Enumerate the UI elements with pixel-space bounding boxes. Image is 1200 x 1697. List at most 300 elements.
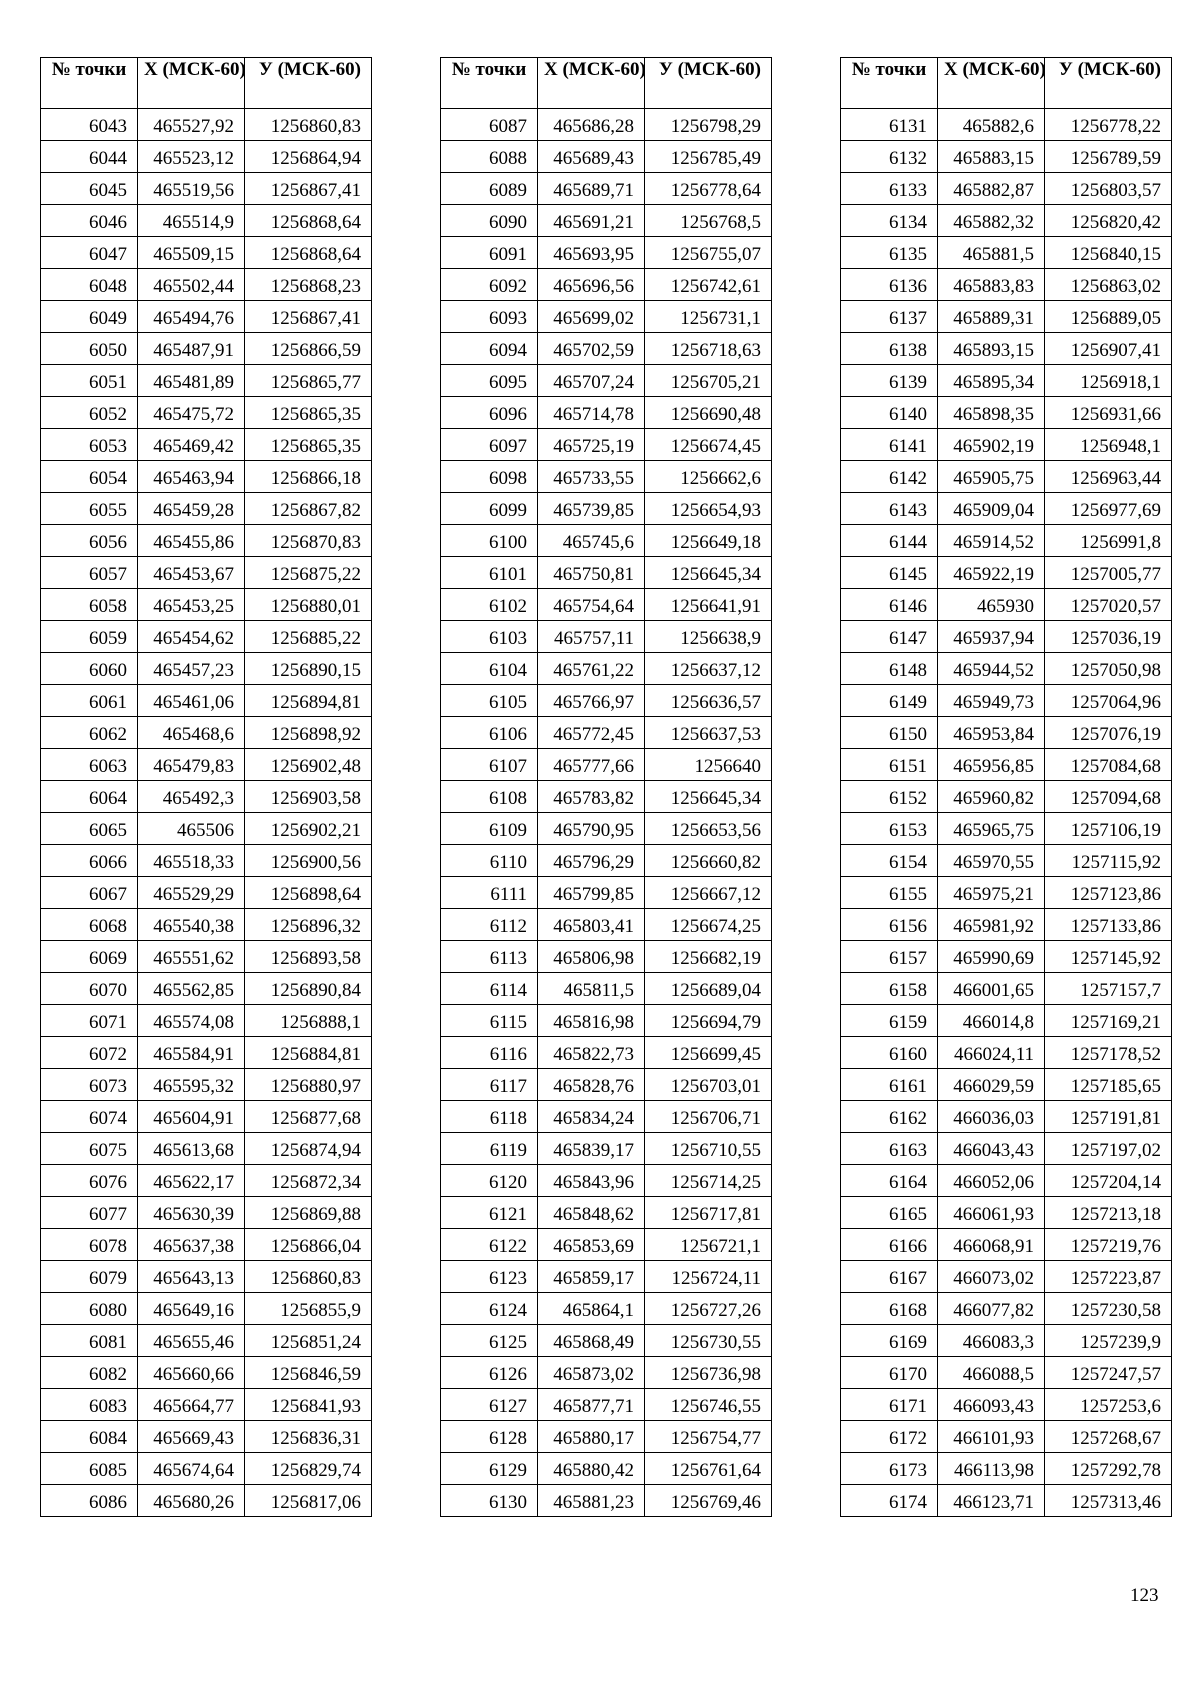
table-row: [441, 301, 772, 333]
x-coordinate-cell: 465937,94: [938, 621, 1045, 653]
table-row: [441, 717, 772, 749]
y-coordinate-cell: 1257191,81: [1045, 1101, 1172, 1133]
table-row: [41, 1101, 372, 1133]
point-number-cell: 6044: [41, 141, 138, 173]
table-row: [441, 589, 772, 621]
x-coordinate-cell: 466077,82: [938, 1293, 1045, 1325]
point-number-cell: 6085: [41, 1453, 138, 1485]
point-number-cell: 6086: [41, 1485, 138, 1517]
y-coordinate-cell: 1256866,59: [245, 333, 372, 365]
x-coordinate-cell: 465975,21: [938, 877, 1045, 909]
y-coordinate-cell: 1256851,24: [245, 1325, 372, 1357]
point-number-cell: 6065: [41, 813, 138, 845]
point-number-cell: 6169: [841, 1325, 938, 1357]
point-number-cell: 6137: [841, 301, 938, 333]
table-row: [841, 1357, 1172, 1389]
header-y-coordinate: У (МСК-60): [1045, 58, 1172, 109]
x-coordinate-cell: 465790,95: [538, 813, 645, 845]
y-coordinate-cell: 1257106,19: [1045, 813, 1172, 845]
point-number-cell: 6162: [841, 1101, 938, 1133]
point-number-cell: 6057: [41, 557, 138, 589]
y-coordinate-cell: 1256778,22: [1045, 109, 1172, 141]
x-coordinate-cell: 465479,83: [138, 749, 245, 781]
point-number-cell: 6106: [441, 717, 538, 749]
table-row: [841, 941, 1172, 973]
point-number-cell: 6130: [441, 1485, 538, 1517]
x-coordinate-cell: 465848,62: [538, 1197, 645, 1229]
y-coordinate-cell: 1256894,81: [245, 685, 372, 717]
point-number-cell: 6089: [441, 173, 538, 205]
table-row: [41, 365, 372, 397]
x-coordinate-cell: 465893,15: [938, 333, 1045, 365]
table-row: [841, 909, 1172, 941]
x-coordinate-cell: 466036,03: [938, 1101, 1045, 1133]
x-coordinate-cell: 465707,24: [538, 365, 645, 397]
x-coordinate-cell: 465702,59: [538, 333, 645, 365]
table-row: [41, 397, 372, 429]
point-number-cell: 6052: [41, 397, 138, 429]
x-coordinate-cell: 465481,89: [138, 365, 245, 397]
table-row: [441, 1389, 772, 1421]
table-row: [41, 205, 372, 237]
point-number-cell: 6149: [841, 685, 938, 717]
x-coordinate-cell: 465889,31: [938, 301, 1045, 333]
x-coordinate-cell: 465949,73: [938, 685, 1045, 717]
point-number-cell: 6058: [41, 589, 138, 621]
table-row: [441, 1421, 772, 1453]
x-coordinate-cell: 465883,83: [938, 269, 1045, 301]
header-y-coordinate: У (МСК-60): [645, 58, 772, 109]
y-coordinate-cell: 1256874,94: [245, 1133, 372, 1165]
y-coordinate-cell: 1256742,61: [645, 269, 772, 301]
table-row: [41, 1325, 372, 1357]
table-row: [41, 781, 372, 813]
y-coordinate-cell: 1257230,58: [1045, 1293, 1172, 1325]
point-number-cell: 6138: [841, 333, 938, 365]
table-row: [841, 1293, 1172, 1325]
y-coordinate-cell: 1257313,46: [1045, 1485, 1172, 1517]
x-coordinate-cell: 465909,04: [938, 493, 1045, 525]
point-number-cell: 6062: [41, 717, 138, 749]
point-number-cell: 6166: [841, 1229, 938, 1261]
y-coordinate-cell: 1257115,92: [1045, 845, 1172, 877]
x-coordinate-cell: 465527,92: [138, 109, 245, 141]
x-coordinate-cell: 465882,32: [938, 205, 1045, 237]
point-number-cell: 6111: [441, 877, 538, 909]
point-number-cell: 6100: [441, 525, 538, 557]
y-coordinate-cell: 1256889,05: [1045, 301, 1172, 333]
point-number-cell: 6174: [841, 1485, 938, 1517]
y-coordinate-cell: 1256714,25: [645, 1165, 772, 1197]
x-coordinate-cell: 465880,42: [538, 1453, 645, 1485]
y-coordinate-cell: 1256761,64: [645, 1453, 772, 1485]
y-coordinate-cell: 1256963,44: [1045, 461, 1172, 493]
point-number-cell: 6061: [41, 685, 138, 717]
y-coordinate-cell: 1256817,06: [245, 1485, 372, 1517]
x-coordinate-cell: 465816,98: [538, 1005, 645, 1037]
table-row: [841, 845, 1172, 877]
point-number-cell: 6088: [441, 141, 538, 173]
table-row: [841, 1453, 1172, 1485]
table-row: [41, 1261, 372, 1293]
x-coordinate-cell: 465519,56: [138, 173, 245, 205]
x-coordinate-cell: 465689,71: [538, 173, 645, 205]
y-coordinate-cell: 1257204,14: [1045, 1165, 1172, 1197]
point-number-cell: 6173: [841, 1453, 938, 1485]
table-row: [841, 1069, 1172, 1101]
point-number-cell: 6108: [441, 781, 538, 813]
table-row: [841, 525, 1172, 557]
point-number-cell: 6129: [441, 1453, 538, 1485]
table-row: [441, 845, 772, 877]
y-coordinate-cell: 1256637,53: [645, 717, 772, 749]
y-coordinate-cell: 1257247,57: [1045, 1357, 1172, 1389]
table-row: [41, 173, 372, 205]
point-number-cell: 6115: [441, 1005, 538, 1037]
table-row: [41, 269, 372, 301]
x-coordinate-cell: 465859,17: [538, 1261, 645, 1293]
x-coordinate-cell: 465881,23: [538, 1485, 645, 1517]
y-coordinate-cell: 1256638,9: [645, 621, 772, 653]
table-row: [441, 941, 772, 973]
x-coordinate-cell: 465930: [938, 589, 1045, 621]
table-row: [441, 1357, 772, 1389]
y-coordinate-cell: 1257169,21: [1045, 1005, 1172, 1037]
table-row: [441, 1197, 772, 1229]
table-row: [841, 717, 1172, 749]
point-number-cell: 6047: [41, 237, 138, 269]
point-number-cell: 6095: [441, 365, 538, 397]
table-row: [441, 1453, 772, 1485]
point-number-cell: 6164: [841, 1165, 938, 1197]
y-coordinate-cell: 1256706,71: [645, 1101, 772, 1133]
point-number-cell: 6128: [441, 1421, 538, 1453]
x-coordinate-cell: 465881,5: [938, 237, 1045, 269]
table-row: [41, 237, 372, 269]
x-coordinate-cell: 465796,29: [538, 845, 645, 877]
y-coordinate-cell: 1256690,48: [645, 397, 772, 429]
x-coordinate-cell: 465898,35: [938, 397, 1045, 429]
table-row: [441, 813, 772, 845]
x-coordinate-cell: 465574,08: [138, 1005, 245, 1037]
coordinates-table-3: [840, 57, 1172, 1517]
point-number-cell: 6092: [441, 269, 538, 301]
y-coordinate-cell: 1256865,77: [245, 365, 372, 397]
point-number-cell: 6084: [41, 1421, 138, 1453]
point-number-cell: 6069: [41, 941, 138, 973]
y-coordinate-cell: 1256768,5: [645, 205, 772, 237]
point-number-cell: 6049: [41, 301, 138, 333]
x-coordinate-cell: 465880,17: [538, 1421, 645, 1453]
point-number-cell: 6070: [41, 973, 138, 1005]
y-coordinate-cell: 1256902,48: [245, 749, 372, 781]
table-row: [841, 1005, 1172, 1037]
x-coordinate-cell: 465834,24: [538, 1101, 645, 1133]
x-coordinate-cell: 465981,92: [938, 909, 1045, 941]
table-row: [841, 365, 1172, 397]
x-coordinate-cell: 465803,41: [538, 909, 645, 941]
table-row: [841, 749, 1172, 781]
x-coordinate-cell: 466029,59: [938, 1069, 1045, 1101]
y-coordinate-cell: 1256718,63: [645, 333, 772, 365]
header-point-number: № точки: [841, 58, 938, 109]
table-row: [841, 461, 1172, 493]
x-coordinate-cell: 465669,43: [138, 1421, 245, 1453]
table-row: [41, 1005, 372, 1037]
table-row: [841, 1101, 1172, 1133]
table-row: [841, 237, 1172, 269]
table-row: [41, 621, 372, 653]
x-coordinate-cell: 465895,34: [938, 365, 1045, 397]
point-number-cell: 6143: [841, 493, 938, 525]
point-number-cell: 6151: [841, 749, 938, 781]
x-coordinate-cell: 465523,12: [138, 141, 245, 173]
point-number-cell: 6117: [441, 1069, 538, 1101]
table-row: [441, 973, 772, 1005]
x-coordinate-cell: 465806,98: [538, 941, 645, 973]
table-row: [841, 301, 1172, 333]
y-coordinate-cell: 1256705,21: [645, 365, 772, 397]
point-number-cell: 6124: [441, 1293, 538, 1325]
point-number-cell: 6109: [441, 813, 538, 845]
x-coordinate-cell: 466024,11: [938, 1037, 1045, 1069]
x-coordinate-cell: 466001,65: [938, 973, 1045, 1005]
point-number-cell: 6127: [441, 1389, 538, 1421]
y-coordinate-cell: 1257268,67: [1045, 1421, 1172, 1453]
point-number-cell: 6067: [41, 877, 138, 909]
table-row: [41, 1485, 372, 1517]
y-coordinate-cell: 1256730,55: [645, 1325, 772, 1357]
x-coordinate-cell: 466083,3: [938, 1325, 1045, 1357]
y-coordinate-cell: 1256674,45: [645, 429, 772, 461]
point-number-cell: 6072: [41, 1037, 138, 1069]
x-coordinate-cell: 465822,73: [538, 1037, 645, 1069]
x-coordinate-cell: 465509,15: [138, 237, 245, 269]
x-coordinate-cell: 466068,91: [938, 1229, 1045, 1261]
x-coordinate-cell: 465843,96: [538, 1165, 645, 1197]
x-coordinate-cell: 465864,1: [538, 1293, 645, 1325]
point-number-cell: 6054: [41, 461, 138, 493]
x-coordinate-cell: 465649,16: [138, 1293, 245, 1325]
y-coordinate-cell: 1256898,64: [245, 877, 372, 909]
y-coordinate-cell: 1256674,25: [645, 909, 772, 941]
y-coordinate-cell: 1256893,58: [245, 941, 372, 973]
y-coordinate-cell: 1256896,32: [245, 909, 372, 941]
x-coordinate-cell: 465468,6: [138, 717, 245, 749]
point-number-cell: 6160: [841, 1037, 938, 1069]
table-row: [841, 1133, 1172, 1165]
x-coordinate-cell: 465637,38: [138, 1229, 245, 1261]
point-number-cell: 6150: [841, 717, 938, 749]
y-coordinate-cell: 1256884,81: [245, 1037, 372, 1069]
y-coordinate-cell: 1256660,82: [645, 845, 772, 877]
y-coordinate-cell: 1257145,92: [1045, 941, 1172, 973]
point-number-cell: 6066: [41, 845, 138, 877]
x-coordinate-cell: 465459,28: [138, 493, 245, 525]
point-number-cell: 6097: [441, 429, 538, 461]
y-coordinate-cell: 1256890,15: [245, 653, 372, 685]
y-coordinate-cell: 1256755,07: [645, 237, 772, 269]
point-number-cell: 6114: [441, 973, 538, 1005]
table-row: [41, 1037, 372, 1069]
x-coordinate-cell: 466123,71: [938, 1485, 1045, 1517]
point-number-cell: 6158: [841, 973, 938, 1005]
point-number-cell: 6141: [841, 429, 938, 461]
point-number-cell: 6071: [41, 1005, 138, 1037]
y-coordinate-cell: 1256877,68: [245, 1101, 372, 1133]
table-row: [441, 525, 772, 557]
table-row: [441, 333, 772, 365]
x-coordinate-cell: 465882,6: [938, 109, 1045, 141]
point-number-cell: 6101: [441, 557, 538, 589]
y-coordinate-cell: 1256868,23: [245, 269, 372, 301]
point-number-cell: 6148: [841, 653, 938, 685]
y-coordinate-cell: 1257292,78: [1045, 1453, 1172, 1485]
header-point-number: № точки: [441, 58, 538, 109]
table-row: [441, 1133, 772, 1165]
x-coordinate-cell: 465944,52: [938, 653, 1045, 685]
point-number-cell: 6078: [41, 1229, 138, 1261]
point-number-cell: 6077: [41, 1197, 138, 1229]
point-number-cell: 6112: [441, 909, 538, 941]
point-number-cell: 6043: [41, 109, 138, 141]
table-row: [41, 1229, 372, 1261]
point-number-cell: 6122: [441, 1229, 538, 1261]
point-number-cell: 6132: [841, 141, 938, 173]
point-number-cell: 6134: [841, 205, 938, 237]
y-coordinate-cell: 1256875,22: [245, 557, 372, 589]
table-row: [841, 877, 1172, 909]
y-coordinate-cell: 1256890,84: [245, 973, 372, 1005]
y-coordinate-cell: 1257094,68: [1045, 781, 1172, 813]
x-coordinate-cell: 465540,38: [138, 909, 245, 941]
y-coordinate-cell: 1256903,58: [245, 781, 372, 813]
table-row: [441, 1261, 772, 1293]
point-number-cell: 6096: [441, 397, 538, 429]
point-number-cell: 6172: [841, 1421, 938, 1453]
point-number-cell: 6139: [841, 365, 938, 397]
x-coordinate-cell: 465494,76: [138, 301, 245, 333]
x-coordinate-cell: 465613,68: [138, 1133, 245, 1165]
point-number-cell: 6142: [841, 461, 938, 493]
table-row: [841, 1485, 1172, 1517]
table-row: [841, 1421, 1172, 1453]
y-coordinate-cell: 1256864,94: [245, 141, 372, 173]
x-coordinate-cell: 465799,85: [538, 877, 645, 909]
table-row: [841, 589, 1172, 621]
table-row: [41, 525, 372, 557]
x-coordinate-cell: 465674,64: [138, 1453, 245, 1485]
x-coordinate-cell: 465882,87: [938, 173, 1045, 205]
table-row: [441, 1229, 772, 1261]
table-row: [41, 1165, 372, 1197]
point-number-cell: 6068: [41, 909, 138, 941]
y-coordinate-cell: 1256866,04: [245, 1229, 372, 1261]
y-coordinate-cell: 1256724,11: [645, 1261, 772, 1293]
y-coordinate-cell: 1256778,64: [645, 173, 772, 205]
y-coordinate-cell: 1257219,76: [1045, 1229, 1172, 1261]
table-row: [41, 301, 372, 333]
table-row: [41, 1197, 372, 1229]
table-row: [841, 269, 1172, 301]
point-number-cell: 6059: [41, 621, 138, 653]
x-coordinate-cell: 466093,43: [938, 1389, 1045, 1421]
x-coordinate-cell: 465689,43: [538, 141, 645, 173]
x-coordinate-cell: 465761,22: [538, 653, 645, 685]
y-coordinate-cell: 1256636,57: [645, 685, 772, 717]
point-number-cell: 6060: [41, 653, 138, 685]
table-row: [441, 1005, 772, 1037]
point-number-cell: 6113: [441, 941, 538, 973]
point-number-cell: 6146: [841, 589, 938, 621]
y-coordinate-cell: 1257223,87: [1045, 1261, 1172, 1293]
y-coordinate-cell: 1256682,19: [645, 941, 772, 973]
y-coordinate-cell: 1256727,26: [645, 1293, 772, 1325]
x-coordinate-cell: 465777,66: [538, 749, 645, 781]
y-coordinate-cell: 1257133,86: [1045, 909, 1172, 941]
y-coordinate-cell: 1256860,83: [245, 109, 372, 141]
y-coordinate-cell: 1256662,6: [645, 461, 772, 493]
table-row: [441, 909, 772, 941]
x-coordinate-cell: 465783,82: [538, 781, 645, 813]
x-coordinate-cell: 465739,85: [538, 493, 645, 525]
y-coordinate-cell: 1256820,42: [1045, 205, 1172, 237]
point-number-cell: 6131: [841, 109, 938, 141]
point-number-cell: 6165: [841, 1197, 938, 1229]
x-coordinate-cell: 465463,94: [138, 461, 245, 493]
table-row: [41, 973, 372, 1005]
y-coordinate-cell: 1257253,6: [1045, 1389, 1172, 1421]
y-coordinate-cell: 1257005,77: [1045, 557, 1172, 589]
y-coordinate-cell: 1256869,88: [245, 1197, 372, 1229]
x-coordinate-cell: 465914,52: [938, 525, 1045, 557]
point-number-cell: 6119: [441, 1133, 538, 1165]
table-row: [41, 749, 372, 781]
point-number-cell: 6048: [41, 269, 138, 301]
x-coordinate-cell: 465922,19: [938, 557, 1045, 589]
table-row: [41, 877, 372, 909]
y-coordinate-cell: 1257123,86: [1045, 877, 1172, 909]
x-coordinate-cell: 465750,81: [538, 557, 645, 589]
x-coordinate-cell: 465696,56: [538, 269, 645, 301]
table-row: [841, 429, 1172, 461]
x-coordinate-cell: 465953,84: [938, 717, 1045, 749]
table-row: [841, 1037, 1172, 1069]
y-coordinate-cell: 1256867,41: [245, 173, 372, 205]
x-coordinate-cell: 465680,26: [138, 1485, 245, 1517]
y-coordinate-cell: 1257157,7: [1045, 973, 1172, 1005]
coordinates-table-2: [440, 57, 772, 1517]
y-coordinate-cell: 1256689,04: [645, 973, 772, 1005]
table-row: [41, 909, 372, 941]
y-coordinate-cell: 1256907,41: [1045, 333, 1172, 365]
x-coordinate-cell: 465883,15: [938, 141, 1045, 173]
x-coordinate-cell: 465604,91: [138, 1101, 245, 1133]
table-row: [41, 461, 372, 493]
x-coordinate-cell: 465868,49: [538, 1325, 645, 1357]
point-number-cell: 6121: [441, 1197, 538, 1229]
x-coordinate-cell: 465492,3: [138, 781, 245, 813]
table-row: [841, 621, 1172, 653]
x-coordinate-cell: 465714,78: [538, 397, 645, 429]
point-number-cell: 6156: [841, 909, 938, 941]
x-coordinate-cell: 465660,66: [138, 1357, 245, 1389]
x-coordinate-cell: 465453,25: [138, 589, 245, 621]
x-coordinate-cell: 465757,11: [538, 621, 645, 653]
y-coordinate-cell: 1256880,01: [245, 589, 372, 621]
x-coordinate-cell: 466088,5: [938, 1357, 1045, 1389]
x-coordinate-cell: 466073,02: [938, 1261, 1045, 1293]
